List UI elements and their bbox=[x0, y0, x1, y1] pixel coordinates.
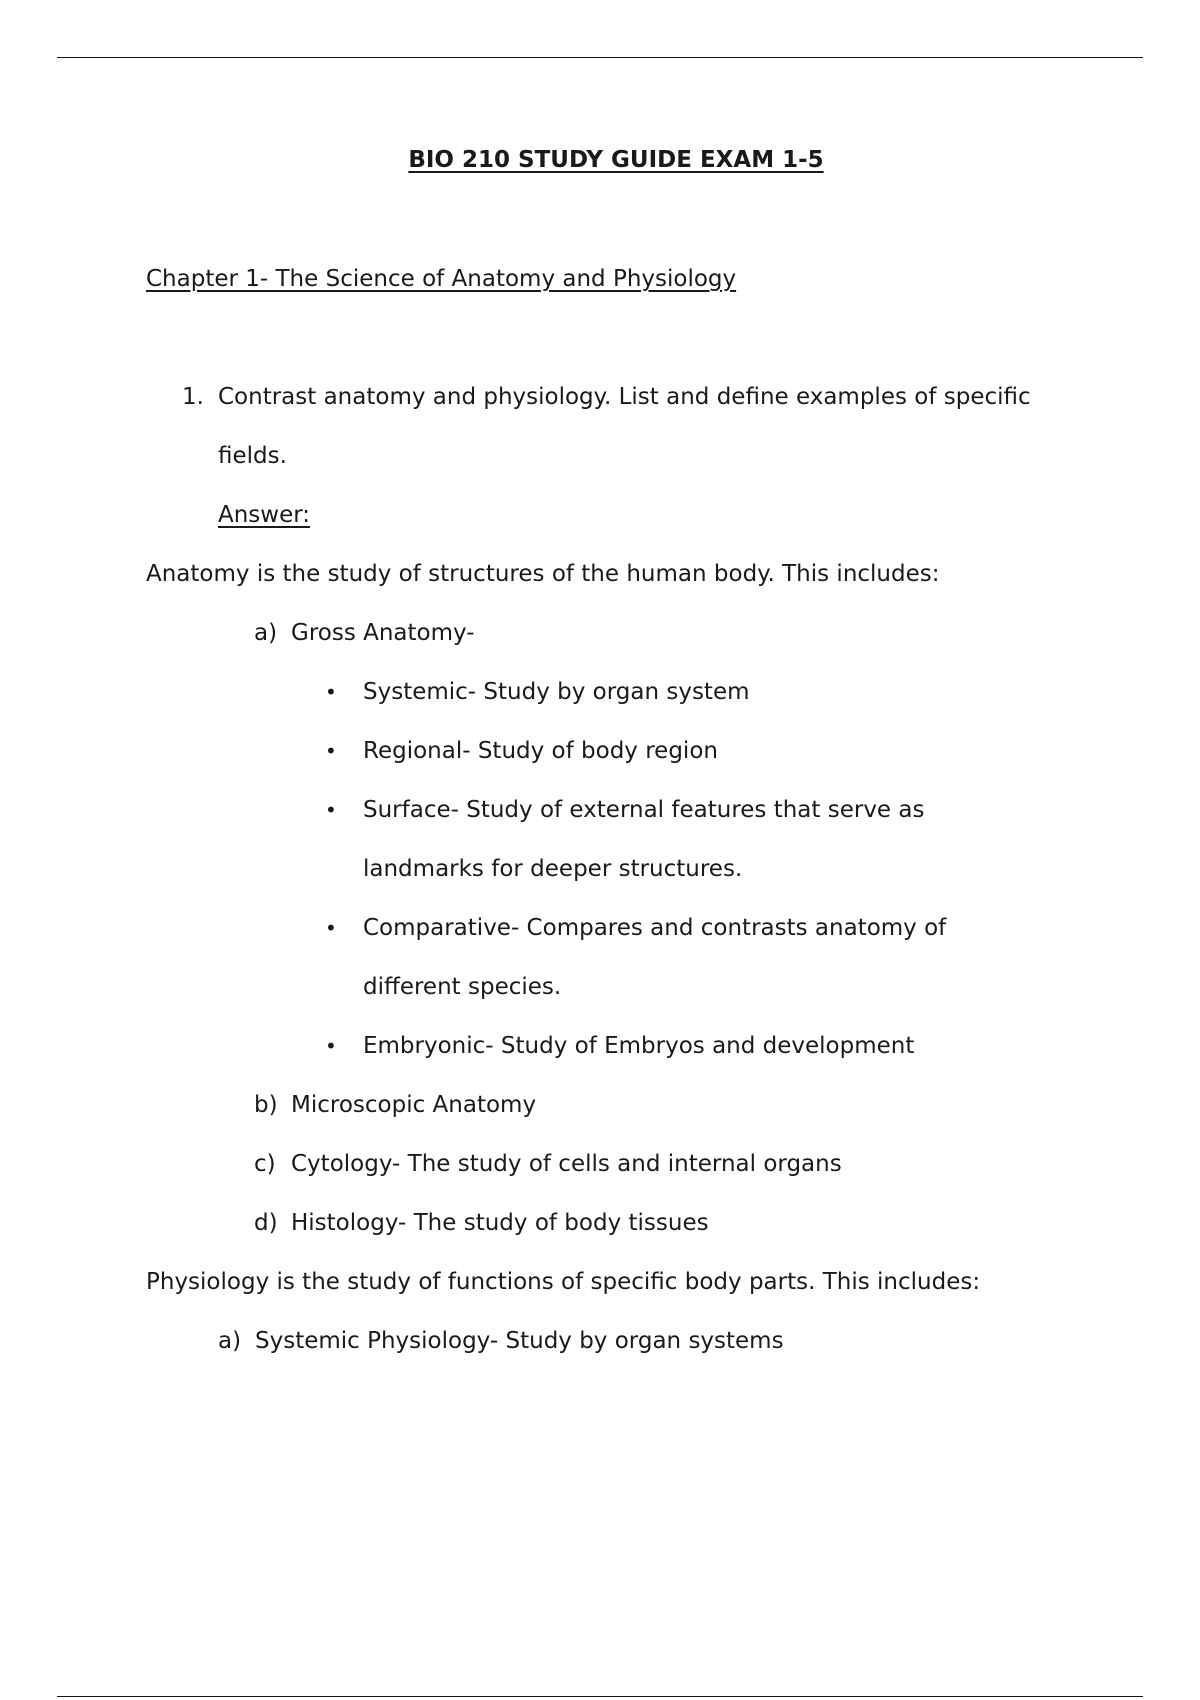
histology-item: Histology- The study of body tissues bbox=[291, 1210, 709, 1236]
list-marker: a) bbox=[254, 620, 278, 646]
question-text-line-2: fields. bbox=[218, 443, 287, 469]
question-text-line-1: Contrast anatomy and physiology. List and define examples of specific bbox=[218, 384, 1031, 410]
question-number: 1. bbox=[182, 384, 204, 410]
bullet-surface-line-2: landmarks for deeper structures. bbox=[363, 856, 743, 882]
top-divider bbox=[57, 57, 1143, 58]
bottom-divider bbox=[57, 1696, 1143, 1697]
bullet-icon: • bbox=[325, 1034, 337, 1058]
bullet-regional: Regional- Study of body region bbox=[363, 738, 718, 764]
list-marker: b) bbox=[254, 1092, 278, 1118]
bullet-icon: • bbox=[325, 739, 337, 763]
list-marker: a) bbox=[218, 1328, 242, 1354]
bullet-systemic: Systemic- Study by organ system bbox=[363, 679, 750, 705]
systemic-physiology-item: Systemic Physiology- Study by organ systems bbox=[255, 1328, 784, 1354]
anatomy-intro: Anatomy is the study of structures of the human body. This includes: bbox=[146, 561, 940, 587]
document-title: BIO 210 STUDY GUIDE EXAM 1-5 bbox=[408, 147, 824, 173]
list-marker: c) bbox=[254, 1151, 276, 1177]
physiology-intro: Physiology is the study of functions of specific body parts. This includes: bbox=[146, 1269, 981, 1295]
bullet-comparative-line-1: Comparative- Compares and contrasts anatomy of bbox=[363, 915, 947, 941]
bullet-icon: • bbox=[325, 680, 337, 704]
bullet-surface-line-1: Surface- Study of external features that serve as bbox=[363, 797, 925, 823]
answer-label: Answer: bbox=[218, 502, 311, 528]
bullet-icon: • bbox=[325, 916, 337, 940]
bullet-embryonic: Embryonic- Study of Embryos and development bbox=[363, 1033, 915, 1059]
list-marker: d) bbox=[254, 1210, 278, 1236]
bullet-icon: • bbox=[325, 798, 337, 822]
cytology-item: Cytology- The study of cells and internal organs bbox=[291, 1151, 842, 1177]
bullet-comparative-line-2: different species. bbox=[363, 974, 562, 1000]
gross-anatomy-item: Gross Anatomy- bbox=[291, 620, 475, 646]
microscopic-anatomy-item: Microscopic Anatomy bbox=[291, 1092, 537, 1118]
chapter-heading: Chapter 1- The Science of Anatomy and Physiology bbox=[146, 266, 737, 292]
